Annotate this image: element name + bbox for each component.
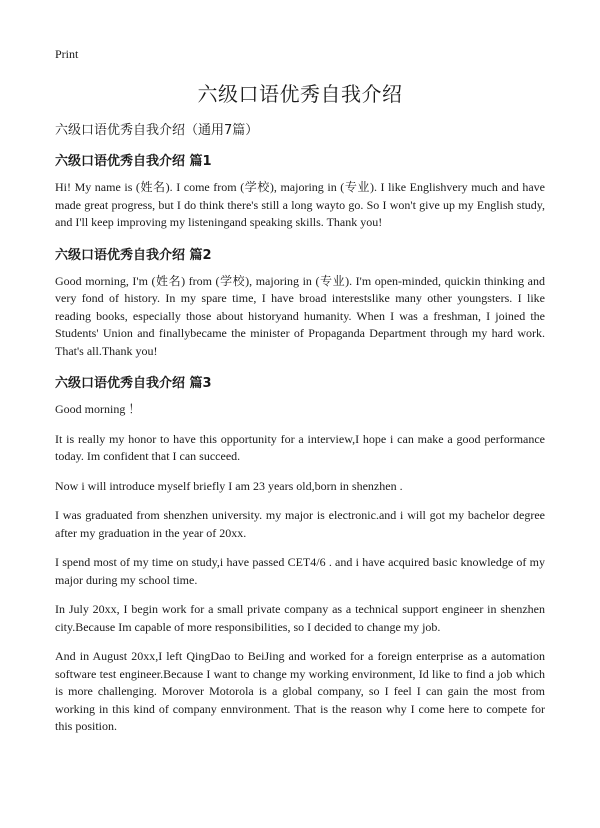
paragraph: In July 20xx, I begin work for a small private company as a technical support engineer in shenzhen city.Because Im capable of more responsibilities, so I decided to change my job.	[55, 602, 545, 634]
paragraph: Good morning, I'm (姓名) from (学校), majoring in (专业). I'm open-minded, quickin thinking and very fond of history. In my spare time, I have broad interestslike many other youngsters. I like reading books, especially those about historyand humanity. When I was a freshman, I joined the Students' Union and finallybecame the minister of Propaganda Department through my hard work. That's all.Thank you!	[55, 273, 545, 358]
page-subtitle: 六级口语优秀自我介绍（通用7篇）	[55, 123, 259, 138]
section-heading-2: 六级口语优秀自我介绍 篇2	[55, 247, 212, 263]
paragraph: Hi! My name is (姓名). I come from (学校), majoring in (专业). I like Englishvery much and have made great progress, but I do think there's still a long wayto go. So I won't give up my English study, and I'll keep improving my listeningand speaking skills. Thank you!	[55, 180, 545, 229]
page-title: 六级口语优秀自我介绍	[197, 82, 403, 106]
article-body	[55, 150, 545, 748]
section-heading-3: 六级口语优秀自我介绍 篇3	[55, 376, 212, 391]
paragraph: Now i will introduce myself briefly I am 23 years old,born in shenzhen .	[55, 478, 403, 493]
paragraph: I spend most of my time on study,i have passed CET4/6 . and i have acquired basic knowledge of my major during my school time.	[55, 555, 545, 587]
section-heading-1: 六级口语优秀自我介绍 篇1	[55, 154, 212, 169]
paragraph: Good morning ！	[55, 402, 141, 416]
paragraph: I was graduated from shenzhen university. my major is electronic.and i will got my bachelor degree after my graduation in the year of 20xx.	[55, 508, 545, 540]
paragraph: It is really my honor to have this opportunity for a interview,I hope i can make a good performance today. Im confident that I can succeed.	[55, 431, 545, 463]
print-link[interactable]: Print	[55, 47, 79, 61]
paragraph: And in August 20xx,I left QingDao to BeiJing and worked for a foreign enterprise as a automation software test engineer.Because I want to change my working environment, Id like to find a job which is more challenging. Morover Motorola is a global company, so I feel I can gain the most from working in this kind of company ennvironment. That is the reason why I come here to compete for this position.	[55, 649, 545, 733]
